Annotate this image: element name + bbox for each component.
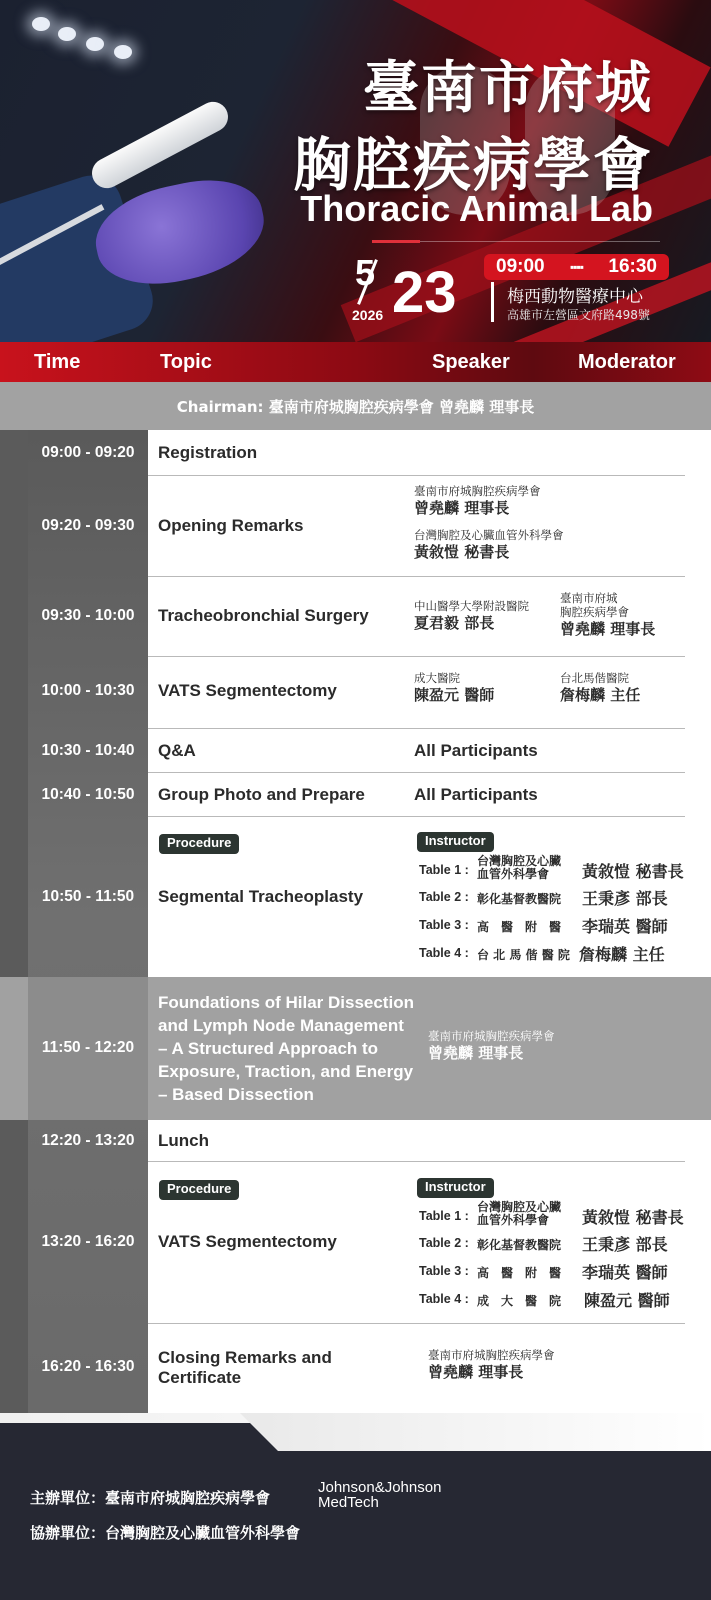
speaker-name: 黃敘愷 秘書長 [414,543,510,561]
row-topic-line: Closing Remarks and [158,1348,332,1367]
table-hospital-line2: 血管外科學會 [477,1213,550,1227]
time-dots-icon: ▪▪▪▪ [569,260,583,274]
row-topic: Segmental Tracheoplasty [158,887,364,906]
schedule-row-group-photo [0,773,711,817]
speaker-org: 台灣胸腔及心臟血管外科學會 [414,528,564,542]
row-topic-line: – Based Dissection [158,1085,314,1104]
table-label: Table 2 : [419,890,469,904]
table-hospital-line2: 血管外科學會 [477,867,550,881]
table-hospital: 高 醫 附 醫 [477,1266,562,1280]
schedule-table [0,430,711,1413]
row-time: 10:50 - 11:50 [41,888,135,905]
table-instructor: 黃敘愷 秘書長 [582,862,684,881]
procedure-badge: Procedure [159,1180,239,1200]
moderator-name: 曾堯麟 理事長 [560,620,656,638]
row-time: 11:50 - 12:20 [28,977,148,1120]
speaker-org: 臺南市府城胸腔疾病學會 [428,1348,555,1362]
column-moderator: Moderator [578,351,676,373]
column-topic: Topic [160,351,212,373]
stapler-graphic [87,97,234,194]
row-topic: Tracheobronchial Surgery [158,606,369,625]
table-hospital [477,1201,561,1227]
row-topic-line: – A Structured Approach to [158,1039,379,1058]
title-zh-line1: 臺南市府城 [363,56,653,121]
row-topic [158,991,414,1106]
speaker-block [414,484,541,518]
date-year: 2026 [352,307,384,323]
speaker-block [428,1348,555,1382]
table-instructor: 王秉彥 部長 [582,889,668,908]
column-header [0,342,711,382]
speaker-org: 臺南市府城胸腔疾病學會 [414,484,541,498]
column-speaker: Speaker [432,351,510,373]
host-organization: 主辦單位：臺南市府城胸腔疾病學會 [30,1489,271,1507]
table-hospital-line1: 台灣胸腔及心臟 [477,1200,562,1214]
table-label: Table 4 : [419,946,469,960]
row-topic-line: Exposure, Traction, and Energy [158,1062,414,1081]
instructor-table-row [419,942,709,966]
table-instructor: 黃敘愷 秘書長 [582,1208,684,1227]
co-host-organization: 協辦單位：台灣胸腔及心臟血管外科學會 [30,1524,301,1542]
title-en: Thoracic Animal Lab [300,188,653,229]
table-hospital: 高 醫 附 醫 [477,920,562,934]
row-topic-line: Foundations of Hilar Dissection [158,993,414,1012]
schedule-row-vats-2 [0,1162,711,1324]
column-time: Time [34,351,81,373]
instructor-table-row [419,886,709,910]
row-time: 10:40 - 10:50 [41,786,135,803]
row-topic: Opening Remarks [158,516,304,535]
table-hospital-line1: 台灣胸腔及心臟 [477,854,562,868]
hero-banner [0,0,711,342]
schedule-row-hilar-dissection [0,977,711,1120]
instructor-table-row [419,854,709,883]
table-instructor: 李瑞英 醫師 [582,1263,668,1282]
schedule-row-qa [0,729,711,773]
instructor-table-row [419,1200,709,1229]
speaker-block [414,671,494,705]
time-range-badge [484,254,669,280]
moderator-org: 臺南市府城 [560,591,618,605]
speaker-name: 陳盈元 醫師 [414,686,495,704]
speaker-block [428,1029,555,1063]
table-label: Table 3 : [419,918,469,932]
speaker-block [414,528,564,562]
row-topic: Lunch [158,1131,209,1150]
schedule-row-lunch [0,1120,711,1162]
speaker-org: 成大醫院 [414,671,460,685]
sponsor-logo-line2: MedTech [318,1494,379,1511]
row-topic-line: and Lymph Node Management [158,1016,404,1035]
title-zh-line2: 胸腔疾病學會 [292,131,653,199]
schedule-row-registration [0,430,711,476]
row-time: 12:20 - 13:20 [41,1132,135,1149]
row-topic [158,1348,332,1388]
row-topic: Q&A [158,741,196,760]
table-instructor: 陳盈元 醫師 [584,1291,670,1310]
schedule-row-segmental-tracheoplasty [0,817,711,977]
instructor-table-row [419,1232,709,1256]
table-label: Table 1 : [419,863,469,877]
moderator-name: 詹梅麟 主任 [560,686,641,704]
speaker-org: 臺南市府城胸腔疾病學會 [428,1029,555,1043]
sponsor-logo-line1: Johnson&Johnson [318,1479,442,1496]
instructor-badge: Instructor [417,1178,494,1198]
date-day: 23 [392,260,457,325]
row-topic: Registration [158,443,258,462]
speaker-name: 曾堯麟 理事長 [414,499,510,517]
table-label: Table 4 : [419,1292,469,1306]
title-divider-line [420,241,660,242]
table-label: Table 3 : [419,1264,469,1278]
row-time: 09:00 - 09:20 [41,444,135,461]
schedule-row-closing [0,1324,711,1413]
row-time: 09:20 - 09:30 [41,517,135,534]
speaker-name: 曾堯麟 理事長 [428,1363,524,1381]
table-hospital: 彰化基督教醫院 [477,892,562,906]
instructor-table-row [419,1260,709,1284]
row-speaker: All Participants [414,741,538,760]
table-hospital: 彰化基督教醫院 [477,1238,562,1252]
schedule-row-opening-remarks [0,476,711,577]
row-speaker: All Participants [414,785,538,804]
instructor-badge: Instructor [417,832,494,852]
table-hospital: 成 大 醫 院 [477,1294,562,1308]
moderator-block [560,671,640,705]
row-topic-line: Certificate [158,1368,242,1387]
row-time: 10:30 - 10:40 [41,742,135,759]
instructor-table-row [419,914,709,938]
time-end: 16:30 [608,256,657,277]
venue-name: 梅西動物醫療中心 [507,287,643,307]
table-label: Table 2 : [419,1236,469,1250]
moderator-org: 胸腔疾病學會 [560,605,629,619]
table-hospital [477,855,561,881]
table-instructor: 王秉彥 部長 [582,1235,668,1254]
speaker-name: 夏君毅 部長 [414,614,495,632]
footer-wedge [240,1413,711,1451]
table-instructor: 李瑞英 醫師 [582,917,668,936]
schedule-row-tracheobronchial [0,577,711,657]
chairman-bar: Chairman: 臺南市府城胸腔疾病學會 曾堯麟 理事長 [0,382,711,430]
moderator-org: 台北馬偕醫院 [560,671,629,685]
venue-address: 高雄市左營區文府路498號 [507,308,650,322]
surgical-lights-graphic [10,5,150,65]
title-divider [372,240,420,243]
time-start: 09:00 [496,256,545,277]
moderator-block [560,591,655,639]
instructor-table-row [419,1288,709,1312]
table-hospital: 台 北 馬 偕 醫 院 [477,948,570,962]
speaker-org: 中山醫學大學附設醫院 [414,599,529,613]
procedure-badge: Procedure [159,834,239,854]
venue-divider [491,282,494,322]
table-instructor: 詹梅麟 主任 [579,945,665,964]
date-month: 5 [355,252,376,293]
row-topic: VATS Segmentectomy [158,1232,337,1251]
row-topic: VATS Segmentectomy [158,681,337,700]
speaker-name: 曾堯麟 理事長 [428,1044,524,1062]
row-time: 16:20 - 16:30 [41,1358,135,1375]
schedule-row-vats-1 [0,657,711,729]
speaker-block [414,599,529,633]
sponsor-logo [318,1480,441,1510]
table-label: Table 1 : [419,1209,469,1223]
row-time: 10:00 - 10:30 [41,682,135,699]
row-time: 09:30 - 10:00 [41,607,135,624]
row-time: 13:20 - 16:20 [41,1233,135,1250]
row-topic: Group Photo and Prepare [158,785,365,804]
